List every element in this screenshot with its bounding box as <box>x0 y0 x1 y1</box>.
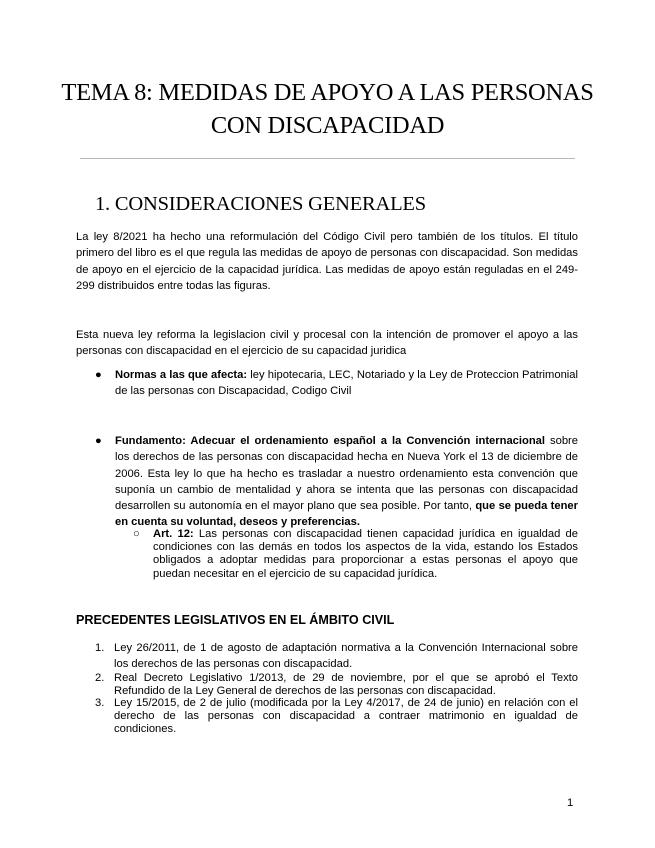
title-divider <box>80 158 575 159</box>
subheading: PRECEDENTES LEGISLATIVOS EN EL ÁMBITO CIVIL <box>76 613 395 627</box>
list-number: 2. <box>95 672 105 684</box>
paragraph-1: La ley 8/2021 ha hecho una reformulación del Código Civil pero también de los títulos. El título primero del libro es el que regula las medidas de apoyo de personas con discapacidad. Son medidas de apoyo en el ejercicio de la capacidad jurídica. Las medidas de apoyo están reguladas en el 249-299 distribuidos entre todas las figuras. <box>76 231 578 292</box>
bullet-rest: sobre los derechos de las personas con discapacidad hecha en Nueva York el 13 de diciembre de 2006. Esta ley lo que ha hecho es trasladar a nuestro ordenamiento esta convención que suponía un cambio de mentalidad y ahora se intenta que las personas con discapacidad desarrollen su autonomía en el mayor plano que sea posible. Por tanto, <box>115 435 579 513</box>
bullet-dot-icon: ● <box>95 435 102 447</box>
sub-bullet-bold: Art. 12: <box>153 528 194 540</box>
paragraph-2: Esta nueva ley reforma la legislacion civil y procesal con la intención de promover el apoyo a las personas con discapacidad en el ejercicio de su capacidad juridica <box>76 329 578 358</box>
list-text: Real Decreto Legislativo 1/2013, de 29 de noviembre, por el que se aprobó el Texto Refundido de la Ley General de derechos de las personas con discapacidad. <box>114 672 578 698</box>
bullet-item <box>95 367 578 400</box>
bullet-bold: Fundamento: Adecuar el ordenamiento español a la Convención internacional <box>115 435 546 447</box>
section-heading: 1. CONSIDERACIONES GENERALES <box>95 193 426 215</box>
sub-bullet-item <box>133 528 578 581</box>
bullet-text <box>115 367 578 400</box>
sub-bullet-rest: Las personas con discapacidad tienen capacidad jurídica en igualdad de condiciones con las demás en todos los aspectos de la vida, estando los Estados obligados a adoptar medidas para proporcionar a estas personas el apoyo que puedan necesitar en el ejercicio de su capacidad jurídica. <box>153 528 578 580</box>
page-number: 1 <box>567 797 574 809</box>
bullet-item <box>95 433 578 531</box>
bullet-dot-icon: ● <box>95 369 102 381</box>
bullet-bold: Normas a las que afecta: <box>115 369 248 381</box>
page-title: TEMA 8: MEDIDAS DE APOYO A LAS PERSONAS CON DISCAPACIDAD <box>61 79 594 139</box>
list-text: Ley 26/2011, de 1 de agosto de adaptación normativa a la Convención Internacional sobre los derechos de las personas con discapacidad. <box>114 642 578 671</box>
list-text: Ley 15/2015, de 2 de julio (modificada por la Ley 4/2017, de 24 de junio) en relación con el derecho de las personas con discapacidad a contraer matrimonio en igualdad de condiciones. <box>114 697 578 736</box>
bullet-text <box>115 433 578 531</box>
bullet-rest: ley hipotecaria, LEC, Notariado y la Ley de Proteccion Patrimonial de las personas con Discapacidad, Codigo Civil <box>115 369 579 398</box>
list-item <box>95 640 578 673</box>
list-number: 1. <box>95 642 105 654</box>
list-item <box>95 697 578 737</box>
bullet-bold-end: que se pueda tener en cuenta su voluntad, deseos y preferencias. <box>115 500 578 529</box>
sub-bullet-text <box>153 528 578 581</box>
list-item <box>95 672 578 698</box>
circle-bullet-icon: ○ <box>133 528 140 540</box>
list-number: 3. <box>95 697 105 709</box>
